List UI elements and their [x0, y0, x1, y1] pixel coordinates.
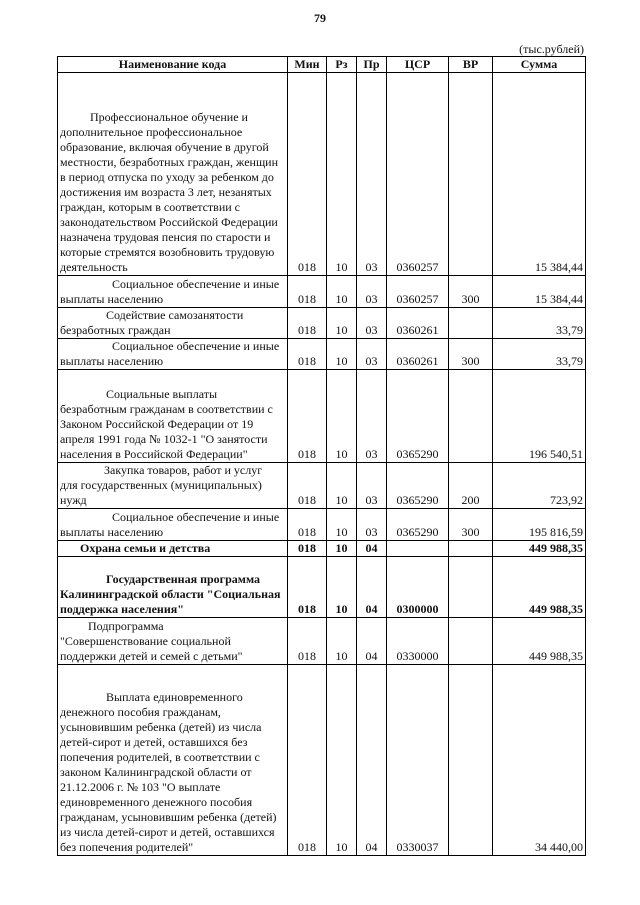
table-row — [58, 463, 586, 509]
row-csr: 0330000 — [387, 618, 449, 665]
row-vr — [449, 557, 493, 618]
row-sum: 33,79 — [493, 308, 586, 339]
row-name-first: Содействие самозанятости — [106, 308, 244, 322]
row-vr — [449, 541, 493, 557]
row-csr: 0365290 — [387, 509, 449, 541]
table-row — [58, 618, 586, 665]
row-name-first: Охрана семьи и детства — [80, 541, 211, 555]
budget-table — [57, 56, 586, 856]
row-min: 018 — [288, 665, 327, 856]
row-min: 018 — [288, 276, 327, 308]
row-name-rest: выплаты населению — [60, 292, 164, 306]
row-name-rest: денежного пособия гражданам, усыновившим ребенка (детей) из числа детей-сирот и детей, оставшихся без попечения родителей, в соответствии с законом Калининградской области от 21.12.2006 г. № 103 "О выплате единовременного денежного пособия гражданам, усыновившим ребенка (детей) из числа детей-сирот и детей, оставшихся без попечения родителей" — [60, 705, 277, 854]
header-vr: ВР — [449, 57, 493, 73]
row-sum: 723,92 — [493, 463, 586, 509]
table-row — [58, 308, 586, 339]
row-name-rest: безработных граждан — [60, 323, 171, 337]
row-name — [58, 73, 288, 276]
row-name-rest: выплаты населению — [60, 525, 164, 539]
table-row-section — [58, 541, 586, 557]
row-rz: 10 — [327, 665, 357, 856]
row-min: 018 — [288, 73, 327, 276]
row-csr: 0300000 — [387, 557, 449, 618]
row-min: 018 — [288, 339, 327, 370]
row-min: 018 — [288, 618, 327, 665]
row-csr: 0360261 — [387, 308, 449, 339]
row-name — [58, 541, 288, 557]
row-name — [58, 463, 288, 509]
row-pr: 04 — [357, 541, 387, 557]
row-name-first: Социальные выплаты — [106, 387, 218, 401]
row-name — [58, 276, 288, 308]
row-name-first: Социальное обеспечение и иные — [112, 510, 280, 524]
header-rz: Рз — [327, 57, 357, 73]
header-pr: Пр — [357, 57, 387, 73]
row-min: 018 — [288, 541, 327, 557]
table-header-row — [58, 57, 586, 73]
row-name — [58, 557, 288, 618]
table-row — [58, 509, 586, 541]
row-vr — [449, 370, 493, 463]
header-name: Наименование кода — [58, 57, 288, 73]
row-csr: 0360261 — [387, 339, 449, 370]
row-pr: 04 — [357, 665, 387, 856]
row-vr — [449, 618, 493, 665]
row-pr: 04 — [357, 557, 387, 618]
header-csr: ЦСР — [387, 57, 449, 73]
row-pr: 03 — [357, 276, 387, 308]
row-name — [58, 618, 288, 665]
row-csr: 0365290 — [387, 463, 449, 509]
table-row — [58, 665, 586, 856]
row-name-rest: безработным гражданам в соответствии с Законом Российской Федерации от 19 апреля 1991 года № 1032-1 "О занятости населения в Российской Федерации" — [60, 402, 273, 461]
row-min: 018 — [288, 308, 327, 339]
row-min: 018 — [288, 557, 327, 618]
row-pr: 04 — [357, 618, 387, 665]
row-min: 018 — [288, 509, 327, 541]
row-vr — [449, 308, 493, 339]
row-sum: 196 540,51 — [493, 370, 586, 463]
row-rz: 10 — [327, 541, 357, 557]
row-csr: 0365290 — [387, 370, 449, 463]
row-vr — [449, 665, 493, 856]
row-sum: 15 384,44 — [493, 73, 586, 276]
row-name-rest: Калининградской области "Социальная поддержка населения" — [60, 587, 281, 616]
row-name-first: Социальное обеспечение и иные — [112, 339, 280, 353]
row-name — [58, 509, 288, 541]
row-name-first: Государственная программа — [106, 572, 261, 586]
row-name — [58, 339, 288, 370]
table-row — [58, 339, 586, 370]
row-rz: 10 — [327, 618, 357, 665]
row-vr: 300 — [449, 509, 493, 541]
row-pr: 03 — [357, 339, 387, 370]
row-pr: 03 — [357, 509, 387, 541]
row-rz: 10 — [327, 308, 357, 339]
row-vr: 300 — [449, 339, 493, 370]
row-vr — [449, 73, 493, 276]
row-rz: 10 — [327, 73, 357, 276]
row-rz: 10 — [327, 463, 357, 509]
row-name-first: Подпрограмма — [88, 619, 164, 633]
row-pr: 03 — [357, 73, 387, 276]
row-vr: 200 — [449, 463, 493, 509]
row-sum: 33,79 — [493, 339, 586, 370]
page-number: 79 — [314, 11, 326, 25]
row-csr: 0360257 — [387, 276, 449, 308]
row-csr — [387, 541, 449, 557]
header-sum: Сумма — [493, 57, 586, 73]
table-row — [58, 276, 586, 308]
row-sum: 449 988,35 — [493, 541, 586, 557]
header-min: Мин — [288, 57, 327, 73]
units-label: (тыс.рублей) — [519, 42, 584, 56]
table-row — [58, 73, 586, 276]
row-sum: 449 988,35 — [493, 618, 586, 665]
row-sum: 449 988,35 — [493, 557, 586, 618]
row-name-rest: для государственных (муниципальных) нужд — [60, 478, 262, 507]
row-name-first: Закупка товаров, работ и услуг — [104, 463, 263, 477]
row-pr: 03 — [357, 370, 387, 463]
row-name-rest: выплаты населению — [60, 354, 164, 368]
row-sum: 15 384,44 — [493, 276, 586, 308]
row-rz: 10 — [327, 339, 357, 370]
row-pr: 03 — [357, 308, 387, 339]
row-rz: 10 — [327, 276, 357, 308]
row-sum: 34 440,00 — [493, 665, 586, 856]
table-row — [58, 370, 586, 463]
row-csr: 0360257 — [387, 73, 449, 276]
row-vr: 300 — [449, 276, 493, 308]
row-min: 018 — [288, 463, 327, 509]
row-name-rest: "Совершенствование социальной поддержки детей и семей с детьми" — [60, 634, 243, 663]
row-pr: 03 — [357, 463, 387, 509]
row-sum: 195 816,59 — [493, 509, 586, 541]
row-name-first: Выплата единовременного — [106, 690, 243, 704]
row-min: 018 — [288, 370, 327, 463]
row-rz: 10 — [327, 509, 357, 541]
row-csr: 0330037 — [387, 665, 449, 856]
row-name-first: Профессиональное обучение и — [90, 110, 248, 124]
row-rz: 10 — [327, 370, 357, 463]
row-rz: 10 — [327, 557, 357, 618]
row-name — [58, 308, 288, 339]
table-row-program — [58, 557, 586, 618]
row-name-first: Социальное обеспечение и иные — [112, 277, 280, 291]
row-name — [58, 370, 288, 463]
row-name-rest: дополнительное профессиональное образование, включая обучение в другой местности, безработных граждан, женщин в период отпуска по уходу за ребенком до достижения им возраста 3 лет, незанятых граждан, которым в соответствии с законодательством Российской Федерации назначена трудовая пенсия по старости и которые стремятся возобновить трудовую деятельность — [60, 125, 279, 274]
row-name — [58, 665, 288, 856]
